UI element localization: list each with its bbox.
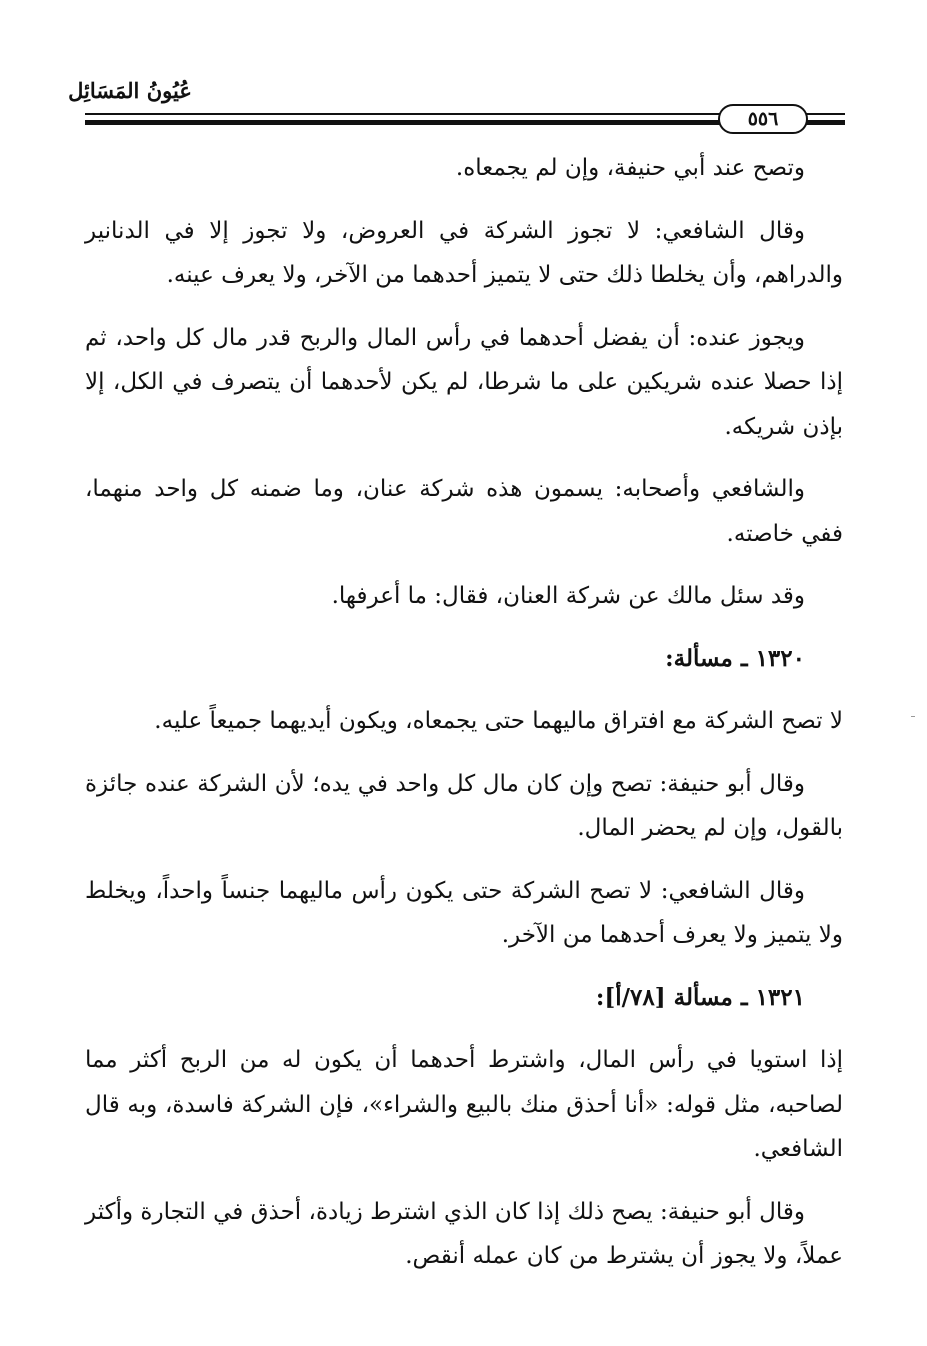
paragraph: وتصح عند أبي حنيفة، وإن لم يجمعاه. <box>455 155 805 181</box>
paragraph: وقال الشافعي: لا تصح الشركة حتى يكون رأس ماليهما جنساً واحداً، ويخلط ولا يتميز ولا يعرف أحدهما من الآخر. <box>85 877 843 948</box>
running-header-title: عُيُونُ المَسَائِل <box>68 78 192 103</box>
paragraph: وقال أبو حنيفة: يصح ذلك إذا كان الذي اشترط زيادة، أحذق في التجارة وأكثر عملاً، ولا يجوز أن يشترط من كان عمله أنقص. <box>85 1198 843 1269</box>
paragraph: وقد سئل مالك عن شركة العنان، فقال: ما أعرفها. <box>331 583 805 609</box>
page-number-badge: ٥٥٦ <box>718 104 808 134</box>
issue-heading: ١٣٢٠ ـ مسألة: <box>665 644 805 672</box>
page-body-text <box>85 146 843 1297</box>
paragraph: والشافعي وأصحابه: يسمون هذه شركة عنان، وما ضمنه كل واحد منهما، ففي خاصته. <box>85 476 843 547</box>
scan-speck <box>911 716 915 717</box>
paragraph: وقال أبو حنيفة: تصح وإن كان مال كل واحد في يده؛ لأن الشركة عنده جائزة بالقول، وإن لم يحضر المال. <box>85 770 843 841</box>
paragraph: وقال الشافعي: لا تجوز الشركة في العروض، ولا تجوز إلا في الدنانير والدراهم، وأن يخلطا ذلك حتى لا يتميز أحدهما من الآخر، ولا يعرف عينه. <box>85 217 843 288</box>
issue-heading: ١٣٢١ ـ مسألة [٧٨/أ]: <box>595 983 805 1011</box>
paragraph: لا تصح الشركة مع افتراق ماليهما حتى يجمعاه، ويكون أيديهما جميعاً عليه. <box>154 708 843 734</box>
paragraph: إذا استويا في رأس المال، واشترط أحدهما أن يكون له من الربح أكثر مما لصاحبه، مثل قوله: «أنا أحذق منك بالبيع والشراء»، فإن الشركة فاسدة، وبه قال الشافعي. <box>85 1047 843 1162</box>
paragraph: ويجوز عنده: أن يفضل أحدهما في رأس المال والربح قدر مال كل واحد، ثم إذا حصلا عنده شريكين على ما شرطا، لم يكن لأحدهما أن يتصرف في الكل، إلا بإذن شريكه. <box>85 324 843 440</box>
